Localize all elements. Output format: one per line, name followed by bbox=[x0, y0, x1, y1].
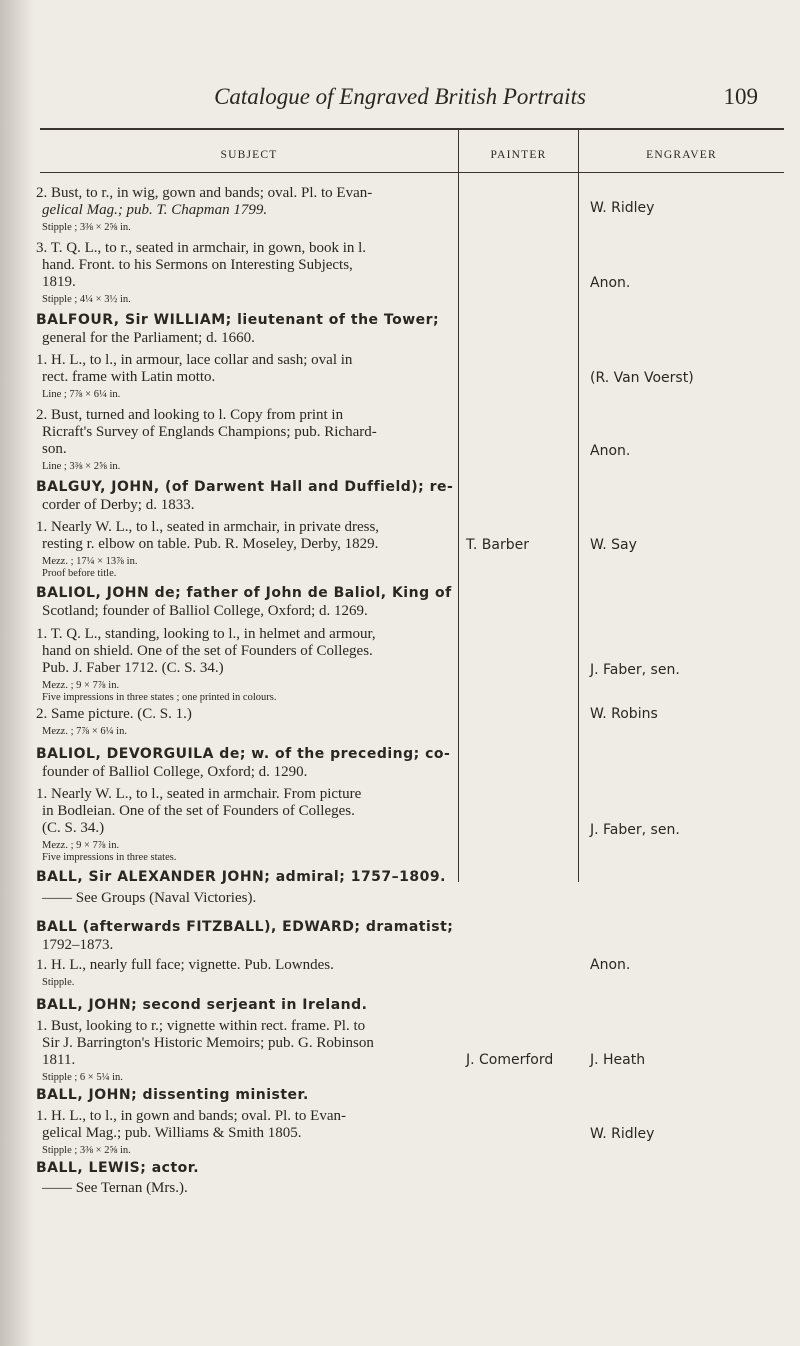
engraver-credit: W. Robins bbox=[590, 706, 658, 722]
engraver-credit: Anon. bbox=[590, 957, 631, 973]
engraver-credit: Anon. bbox=[590, 275, 631, 291]
subject-heading: BALGUY, JOHN, (of Darwent Hall and Duffield); re- bbox=[36, 479, 454, 495]
entry-dimensions: Stipple ; 3⅜ × 2⅝ in. bbox=[42, 222, 131, 233]
entry-line: 2. Bust, to r., in wig, gown and bands; oval. Pl. to Evan- bbox=[36, 185, 373, 201]
entry-dimensions: Stipple ; 4¼ × 3½ in. bbox=[42, 294, 131, 305]
entry-dimensions: Mezz. ; 17¼ × 13⅞ in. bbox=[42, 556, 138, 567]
entry-dimensions: Line ; 3⅜ × 2⅝ in. bbox=[42, 461, 121, 472]
entry-line: 1. H. L., to l., in gown and bands; oval. Pl. to Evan- bbox=[36, 1108, 346, 1124]
entry-line: 1. H. L., nearly full face; vignette. Pub. Lowndes. bbox=[36, 957, 334, 973]
entry-line: 1. Nearly W. L., to l., seated in armchair. From picture bbox=[36, 786, 362, 802]
subject-heading: BALIOL, DEVORGUILA de; w. of the preceding; co- bbox=[36, 746, 451, 762]
entry-dimensions: Line ; 7⅞ × 6¼ in. bbox=[42, 389, 121, 400]
entry-line: 1. T. Q. L., standing, looking to l., in helmet and armour, bbox=[36, 626, 376, 642]
engraver-credit: (R. Van Voerst) bbox=[590, 370, 694, 386]
subject-heading: BALL, JOHN; dissenting minister. bbox=[36, 1087, 309, 1103]
entry-line: son. bbox=[42, 441, 67, 457]
entry-line: 1811. bbox=[42, 1052, 76, 1068]
engraver-credit: W. Ridley bbox=[590, 200, 655, 216]
entry-line: 2. Same picture. (C. S. 1.) bbox=[36, 706, 192, 722]
entry-line: resting r. elbow on table. Pub. R. Moseley, Derby, 1829. bbox=[42, 536, 379, 552]
entry-line: gelical Mag.; pub. Williams & Smith 1805. bbox=[42, 1125, 302, 1141]
subject-heading: BALL, Sir ALEXANDER JOHN; admiral; 1757–1809. bbox=[36, 869, 446, 885]
painter-credit: T. Barber bbox=[466, 537, 529, 553]
entry-line: Sir J. Barrington's Historic Memoirs; pub. G. Robinson bbox=[42, 1035, 374, 1051]
entry-dimensions: Stipple. bbox=[42, 977, 75, 988]
subject-heading: BALIOL, JOHN de; father of John de Baliol, King of bbox=[36, 585, 452, 601]
entry-line: 1. H. L., to l., in armour, lace collar and sash; oval in bbox=[36, 352, 353, 368]
entry-dimensions: Mezz. ; 9 × 7⅞ in. bbox=[42, 680, 120, 691]
entry-line: 1. Bust, looking to r.; vignette within rect. frame. Pl. to bbox=[36, 1018, 366, 1034]
entry-line: corder of Derby; d. 1833. bbox=[42, 497, 195, 513]
subject-heading: BALL, JOHN; second serjeant in Ireland. bbox=[36, 997, 368, 1013]
column-header-engraver: ENGRAVER bbox=[646, 149, 717, 161]
subject-heading: BALL (afterwards FITZBALL), EDWARD; dramatist; bbox=[36, 919, 454, 935]
column-header-painter: PAINTER bbox=[490, 149, 547, 161]
entry-note: Five impressions in three states. bbox=[42, 852, 177, 863]
subject-heading: BALL, LEWIS; actor. bbox=[36, 1160, 200, 1176]
painter-credit: J. Comerford bbox=[466, 1052, 554, 1068]
entry-line: 1. Nearly W. L., to l., seated in armchair, in private dress, bbox=[36, 519, 380, 535]
entry-line: hand. Front. to his Sermons on Interesting Subjects, bbox=[42, 257, 353, 273]
entry-dimensions: Stipple ; 3⅜ × 2⅝ in. bbox=[42, 1145, 131, 1156]
page-number: 109 bbox=[723, 84, 758, 109]
entry-line: (C. S. 34.) bbox=[42, 820, 105, 836]
entry-line: Ricraft's Survey of Englands Champions; pub. Richard- bbox=[42, 424, 377, 440]
entry-line: 1819. bbox=[42, 274, 76, 290]
entry-line: Pub. J. Faber 1712. (C. S. 34.) bbox=[42, 660, 224, 676]
entry-line: founder of Balliol College, Oxford; d. 1290. bbox=[42, 764, 308, 780]
column-divider-engraver bbox=[578, 130, 579, 882]
running-title: Catalogue of Engraved British Portraits bbox=[214, 84, 586, 109]
entry-dimensions: Mezz. ; 7⅞ × 6¼ in. bbox=[42, 726, 127, 737]
entry-line: Scotland; founder of Balliol College, Oxford; d. 1269. bbox=[42, 603, 368, 619]
entry-line: 2. Bust, turned and looking to l. Copy from print in bbox=[36, 407, 344, 423]
entry-line: 3. T. Q. L., to r., seated in armchair, in gown, book in l. bbox=[36, 240, 367, 256]
engraver-credit: W. Say bbox=[590, 537, 637, 553]
entry-line: gelical Mag.; pub. T. Chapman 1799. bbox=[42, 202, 268, 218]
engraver-credit: Anon. bbox=[590, 443, 631, 459]
engraver-credit: J. Faber, sen. bbox=[590, 822, 680, 838]
entry-note: Proof before title. bbox=[42, 568, 117, 579]
engraver-credit: J. Faber, sen. bbox=[590, 662, 680, 678]
entry-line: 1792–1873. bbox=[42, 937, 114, 953]
entry-cross-reference: —— See Groups (Naval Victories). bbox=[42, 890, 257, 906]
entry-dimensions: Mezz. ; 9 × 7⅞ in. bbox=[42, 840, 120, 851]
entry-line: rect. frame with Latin motto. bbox=[42, 369, 216, 385]
engraver-credit: J. Heath bbox=[590, 1052, 646, 1068]
subject-heading: BALFOUR, Sir WILLIAM; lieutenant of the Tower; bbox=[36, 312, 440, 328]
entry-note: Five impressions in three states ; one printed in colours. bbox=[42, 692, 277, 703]
engraver-credit: W. Ridley bbox=[590, 1126, 655, 1142]
entry-line: in Bodleian. One of the set of Founders of Colleges. bbox=[42, 803, 355, 819]
column-header-subject: SUBJECT bbox=[220, 149, 278, 161]
entry-line: hand on shield. One of the set of Founders of Colleges. bbox=[42, 643, 373, 659]
entry-dimensions: Stipple ; 6 × 5¼ in. bbox=[42, 1072, 123, 1083]
entry-cross-reference: —— See Ternan (Mrs.). bbox=[42, 1180, 188, 1196]
entry-line: general for the Parliament; d. 1660. bbox=[42, 330, 255, 346]
